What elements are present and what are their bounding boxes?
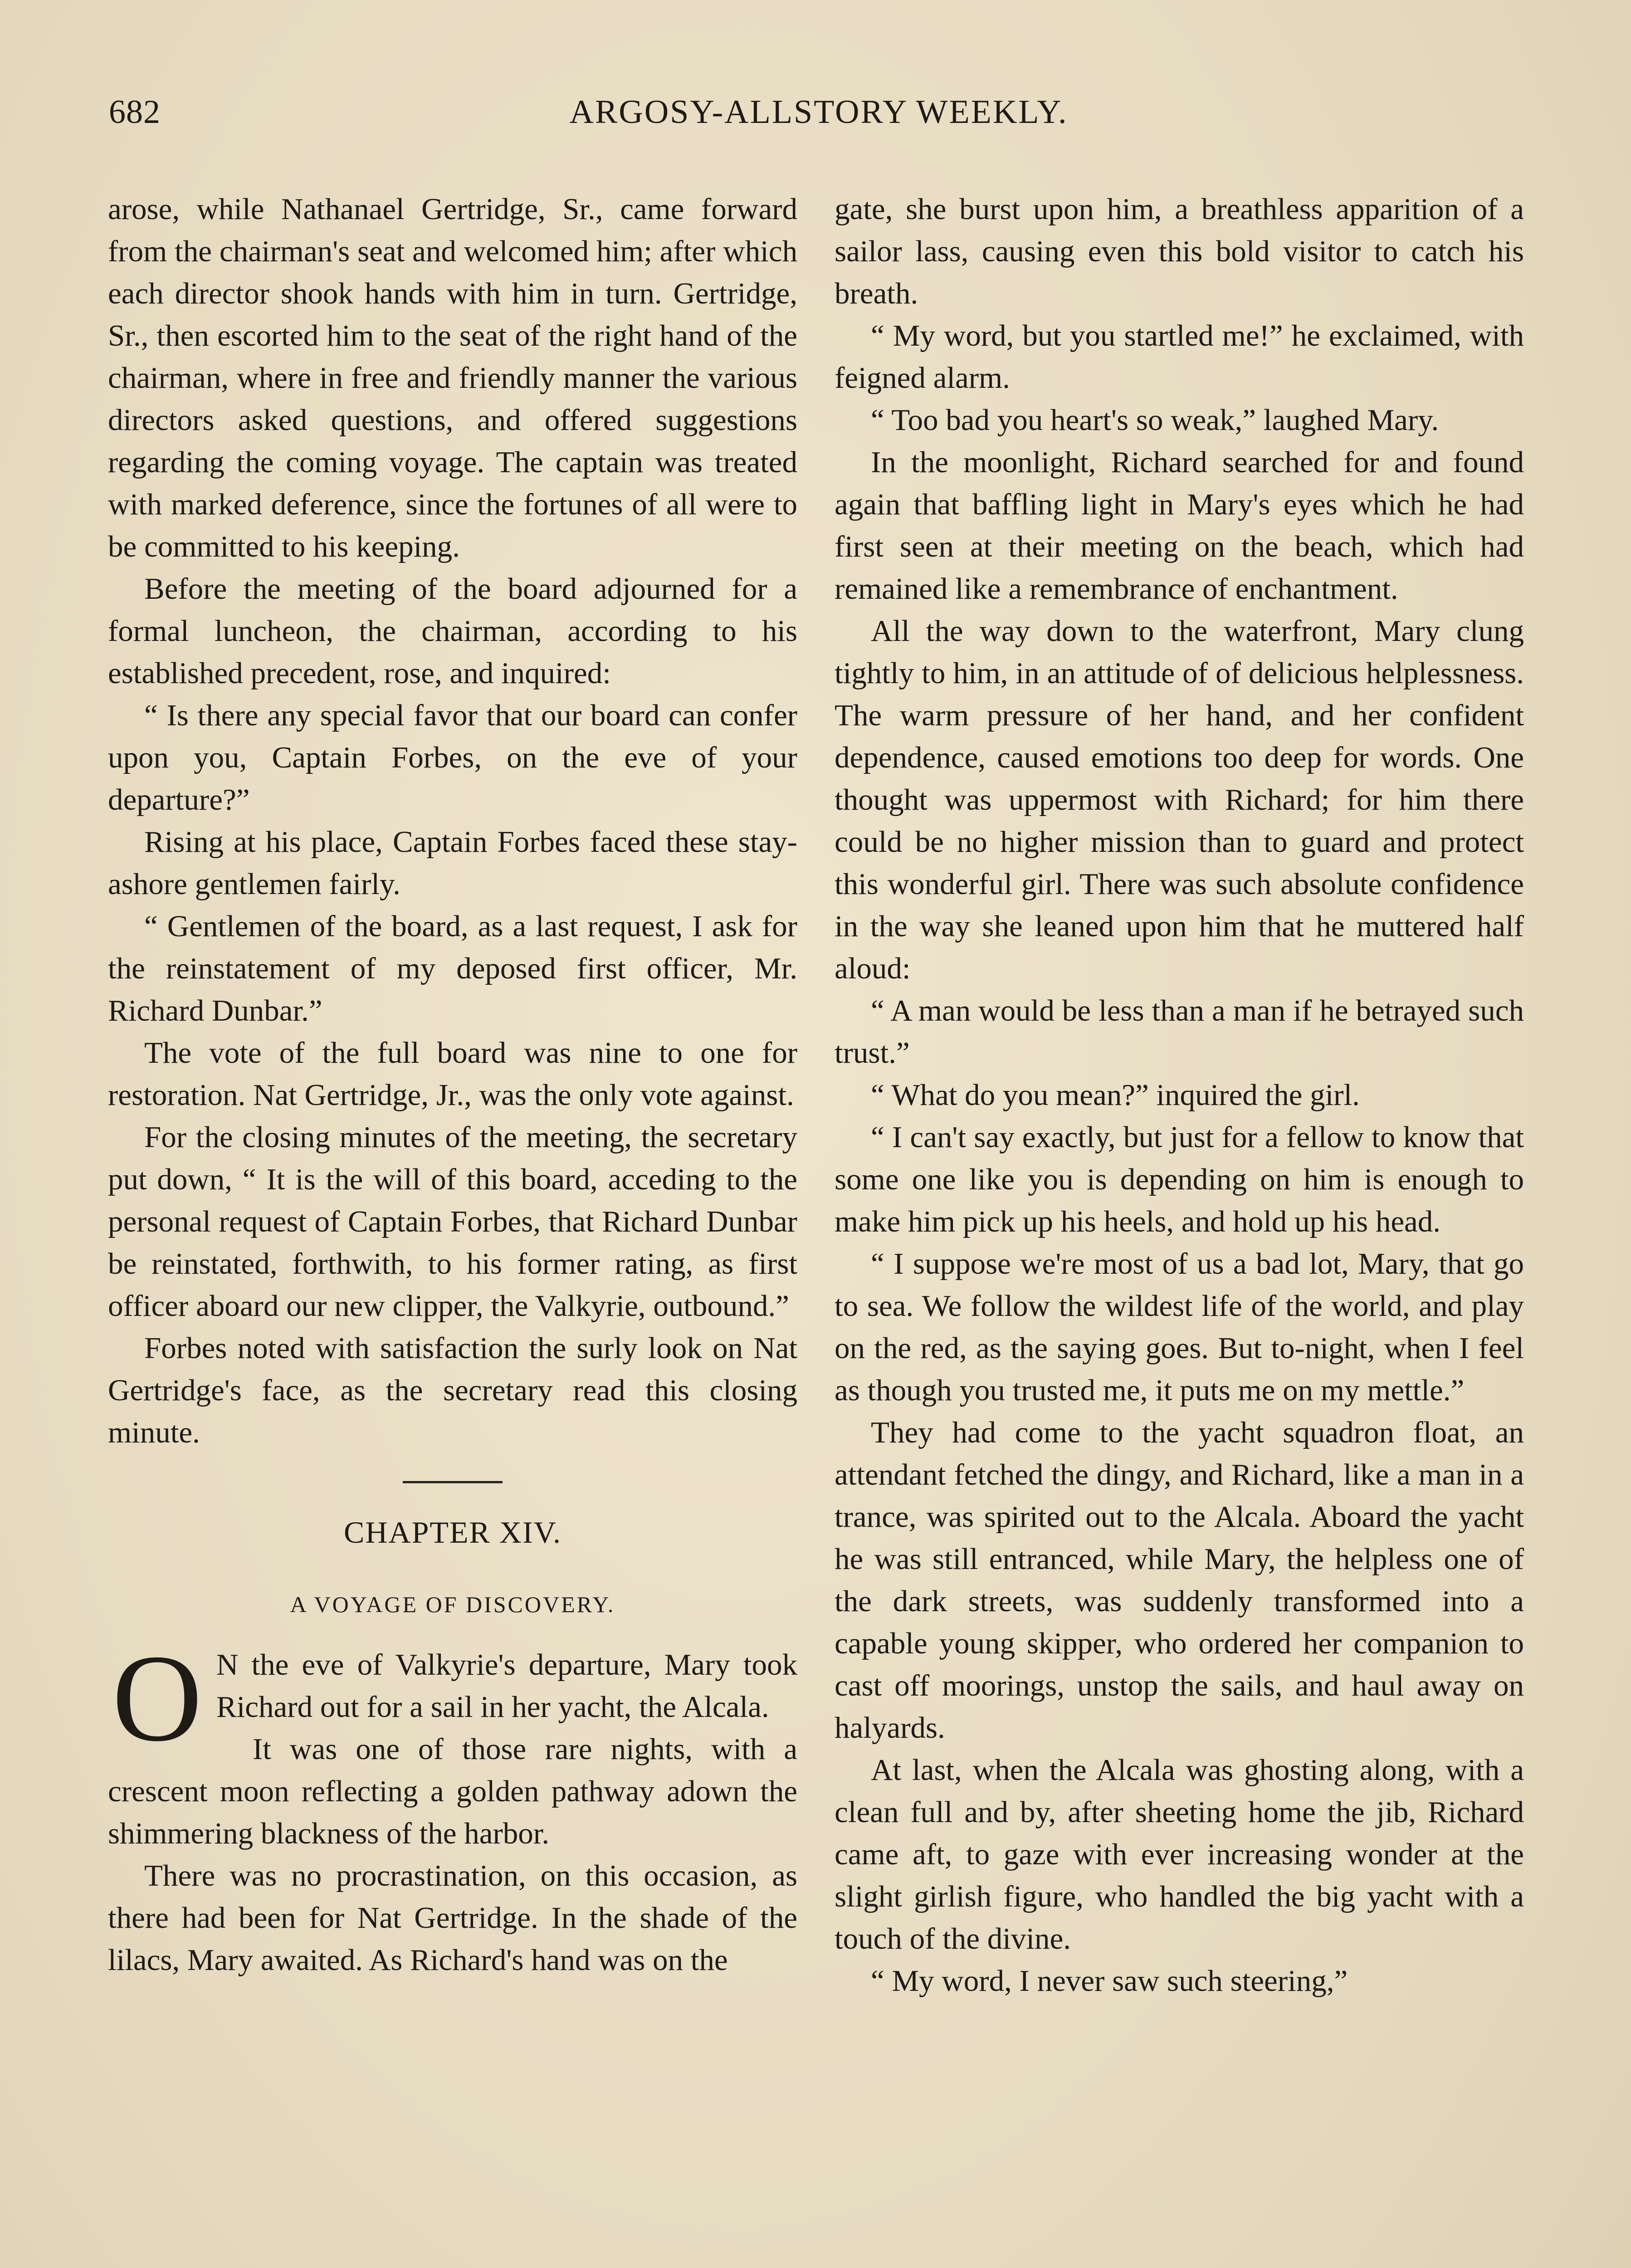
chapter-heading: CHAPTER XIV. — [344, 1515, 562, 1549]
paragraph: All the way down to the waterfront, Mary clung tightly to him, in an attitude of of delicious helplessness. The warm pressure of her hand, and her confident dependence, caused emotions too deep for words. One thought was uppermost with Richard; for him there could be no higher mission than to guard and protect this wonderful girl. There was such absolute confidence in the way she leaned upon him that he muttered half aloud: — [835, 614, 1524, 985]
paragraph: “ I can't say exactly, but just for a fellow to know that some one like you is depending on him is enough to make him pick up his heels, and hold up his head. — [835, 1120, 1524, 1238]
paragraph: “ Gentlemen of the board, as a last request, I ask for the reinstatement of my deposed first officer, Mr. Richard Dunbar.” — [108, 909, 797, 1027]
paragraph: At last, when the Alcala was ghosting along, with a clean full and by, after sheeting home the jib, Richard came aft, to gaze with ever increasing wonder at the slight girlish figure, who handled the big yacht with a touch of the divine. — [835, 1753, 1524, 1955]
right-column — [835, 188, 1524, 2002]
paragraph: Before the meeting of the board adjourned for a formal luncheon, the chairman, according to his established precedent, rose, and inquired: — [108, 572, 797, 690]
paragraph: There was no procrastination, on this occasion, as there had been for Nat Gertridge. In the shade of the lilacs, Mary awaited. As Richard's hand was on the — [108, 1859, 797, 1977]
paragraph: “ I suppose we're most of us a bad lot, Mary, that go to sea. We follow the wildest life of the world, and play on the red, as the saying goes. But to-night, when I feel as though you trusted me, it puts me on my mettle.” — [835, 1247, 1524, 1407]
paragraph: “ Too bad you heart's so weak,” laughed Mary. — [871, 403, 1439, 437]
paragraph: The vote of the full board was nine to one for restoration. Nat Gertridge, Jr., was the only vote against. — [108, 1036, 797, 1112]
paragraph: It was one of those rare nights, with a crescent moon reflecting a golden pathway adown the shimmering blackness of the harbor. — [108, 1732, 797, 1850]
paragraph: arose, while Nathanael Gertridge, Sr., came forward from the chairman's seat and welcomed him; after which each director shook hands with him in turn. Gertridge, Sr., then escorted him to the seat of the right hand of the chairman, where in free and friendly manner the various directors asked questions, and offered suggestions regarding the coming voyage. The captain was treated with marked deference, since the fortunes of all were to be committed to his keeping. — [108, 192, 797, 563]
paragraph: In the moonlight, Richard searched for and found again that baffling light in Mary's eyes which he had first seen at their meeting on the beach, which had remained like a remembrance of enchantment. — [835, 445, 1524, 606]
paragraph: “ A man would be less than a man if he betrayed such trust.” — [835, 994, 1524, 1070]
paragraph: “ Is there any special favor that our board can confer upon you, Captain Forbes, on the eve of your departure?” — [108, 699, 797, 816]
paragraph: gate, she burst upon him, a breathless apparition of a sailor lass, causing even this bold visitor to catch his breath. — [835, 192, 1524, 310]
chapter-opening-paragraph — [108, 1629, 797, 1767]
paragraph: “ What do you mean?” inquired the girl. — [871, 1078, 1360, 1112]
paragraph: They had come to the yacht squadron float, an attendant fetched the dingy, and Richard, like a man in a trance, was spirited out to the Alcala. Aboard the yacht he was still entranced, while Mary, the helpless one of the dark streets, was suddenly transformed into a capable young skipper, who ordered her companion to cast off moorings, unstop the sails, and haul away on halyards. — [835, 1416, 1524, 1745]
section-divider — [403, 1481, 503, 1483]
chapter-subtitle: A VOYAGE OF DISCOVERY. — [290, 1592, 615, 1617]
left-column — [108, 188, 797, 1981]
running-title: ARGOSY-ALLSTORY WEEKLY. — [569, 93, 1068, 131]
page-number: 682 — [109, 93, 161, 131]
paragraph: Rising at his place, Captain Forbes faced these stay-ashore gentlemen fairly. — [108, 825, 797, 901]
drop-cap: O — [112, 1629, 202, 1767]
paragraph: For the closing minutes of the meeting, the secretary put down, “ It is the will of this board, acceding to the personal request of Captain Forbes, that Richard Dunbar be reinstated, forthwith, to his former rating, as first officer aboard our new clipper, the Valkyrie, outbound.” — [108, 1120, 797, 1323]
paragraph: Forbes noted with satisfaction the surly look on Nat Gertridge's face, as the secretary read this closing minute. — [108, 1331, 797, 1449]
dropcap-paragraph-text: N the eve of Valkyrie's departure, Mary took Richard out for a sail in her yacht, the Alcala. — [216, 1648, 797, 1724]
paragraph: “ My word, but you startled me!” he exclaimed, with feigned alarm. — [835, 319, 1524, 395]
page-header — [109, 93, 1528, 143]
paragraph: “ My word, I never saw such steering,” — [871, 1964, 1348, 1998]
